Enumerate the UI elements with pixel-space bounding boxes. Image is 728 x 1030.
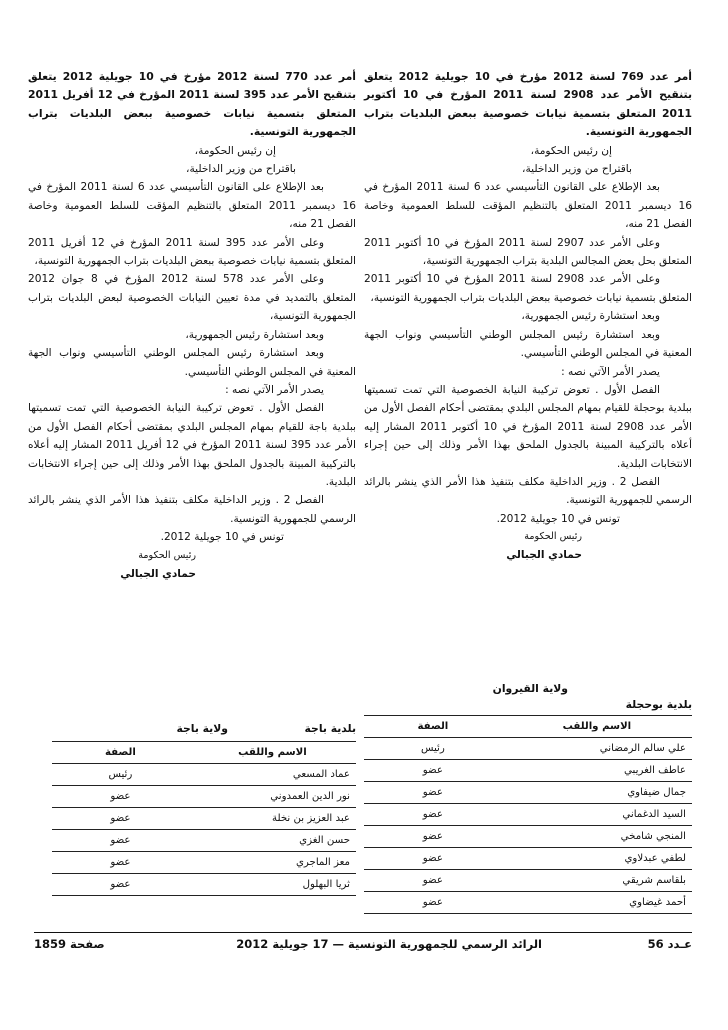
decree-769-signature-title: رئيس الحكومة [524, 531, 582, 543]
decree-769-paragraph: وبعد استشارة رئيس الجمهورية، [521, 310, 660, 323]
member-name: عماد المسعي [189, 764, 356, 786]
member-role: عضو [52, 830, 189, 852]
member-role: عضو [52, 852, 189, 874]
table-row [364, 782, 692, 804]
table-row [364, 848, 692, 870]
decree-770-paragraph: إن رئيس الحكومة، [194, 144, 276, 157]
table-header-row [52, 742, 356, 764]
table-row [52, 830, 356, 852]
member-role: رئيس [52, 764, 189, 786]
beja-municipality-title: بلدية باجة [304, 722, 356, 735]
table-row [364, 760, 692, 782]
member-name: بلقاسم شريقي [502, 870, 692, 892]
decree-769-date: تونس في 10 جويلية 2012. [496, 512, 620, 525]
table-row [52, 786, 356, 808]
decree-769-signature-name: حمادي الجبالي [506, 549, 582, 562]
decree-770-title: أمر عدد 770 لسنة 2012 مؤرخ في 10 جويلية 2012 يتعلق بتنقيح الأمر عدد 395 لسنة 2011 المؤرخ في 12 أفريل 2011 المتعلق بتسمية نيابات خصوصية ببعض البلديات بتراب الجمهورية التونسية. [28, 70, 356, 139]
decree-769-paragraph: إن رئيس الحكومة، [530, 144, 612, 157]
decree-769-paragraph: وعلى الأمر عدد 2907 لسنة 2011 المؤرخ في 10 أكتوبر 2011 المتعلق بحل بعض المجالس البلدية بتراب الجمهورية التونسية، [364, 236, 692, 268]
decree-770-article-1: الفصل الأول . تعوض تركيبة النيابة الخصوصية التي تمت تسميتها ببلدية باجة للقيام بمهام المجلس البلدي بمقتضى أحكام الفصل الأول من الأمر عدد 395 لسنة 2011 المؤرخ في 12 أفريل 2011 المشار إليه أعلاه بالتركيبة المبينة بالجدول الملحق بهذا الأمر وذلك إلى حين إجراء الانتخابات البلدية. [28, 402, 357, 488]
name-column-header: الاسم واللقب [502, 716, 692, 738]
decree-769-article-2: الفصل 2 . وزير الداخلية مكلف بتنفيذ هذا الأمر الذي ينشر بالرائد الرسمي للجمهورية التونسية. [364, 475, 692, 507]
page-number: صفحة 1859 [34, 937, 105, 951]
table-row [364, 738, 692, 760]
beja-governorate-title: ولاية باجة [176, 722, 228, 735]
journal-name-date: الرائد الرسمي للجمهورية التونسية — 17 جويلية 2012 [236, 937, 542, 951]
decree-770-article-2: الفصل 2 . وزير الداخلية مكلف بتنفيذ هذا الأمر الذي ينشر بالرائد الرسمي للجمهورية التونسية. [28, 494, 356, 525]
issue-number: عـدد 56 [647, 937, 692, 951]
table-row [52, 852, 356, 874]
decree-770-paragraph: وبعد استشارة رئيس المجلس الوطني التأسيسي ونواب الجهة المعنية في المجلس الوطني التأسيسي. [28, 347, 356, 378]
role-column-header: الصفة [52, 742, 189, 764]
member-role: عضو [52, 808, 189, 830]
decree-770-column [28, 68, 356, 583]
name-column-header: الاسم واللقب [189, 742, 356, 764]
member-name: لطفي عبدلاوي [502, 848, 692, 870]
decree-769-paragraph: وبعد استشارة رئيس المجلس الوطني التأسيسي ونواب الجهة المعنية في المجلس الوطني التأسيسي. [364, 328, 692, 360]
table-row [52, 874, 356, 896]
decree-770-date: تونس في 10 جويلية 2012. [160, 531, 284, 544]
decree-770-paragraph: وبعد استشارة رئيس الجمهورية، [185, 328, 324, 341]
table-row [364, 870, 692, 892]
member-name: نور الدين العمدوني [189, 786, 356, 808]
member-name: أحمد غيضاوي [502, 892, 692, 914]
decree-770-paragraph: وعلى الأمر عدد 395 لسنة 2011 المؤرخ في 12 أفريل 2011 المتعلق بتسمية نيابات خصوصية ببعض البلديات بتراب الجمهورية التونسية، [28, 236, 356, 268]
member-role: عضو [364, 782, 502, 804]
decree-770-paragraph: يصدر الأمر الآتي نصه : [225, 383, 324, 396]
table-row [52, 808, 356, 830]
beja-members-table [52, 741, 356, 896]
decree-770-paragraph: وعلى الأمر عدد 578 لسنة 2012 المؤرخ في 8 جوان 2012 المتعلق بالتمديد في مدة تعيين النيابات الخصوصية لبعض البلديات بتراب الجمهورية التونسية، [28, 273, 356, 323]
member-name: عبد العزيز بن نخلة [189, 808, 356, 830]
member-role: عضو [52, 786, 189, 808]
table-row [364, 804, 692, 826]
member-name: عاطف الغريبي [502, 760, 692, 782]
table-row [52, 764, 356, 786]
decree-769-paragraph: وعلى الأمر عدد 2908 لسنة 2011 المؤرخ في 10 أكتوبر 2011 المتعلق بتسمية نيابات خصوصية ببعض البلديات بتراب الجمهورية التونسية، [364, 273, 692, 304]
role-column-header: الصفة [364, 716, 502, 738]
member-role: عضو [364, 804, 502, 826]
decree-769-title: أمر عدد 769 لسنة 2012 مؤرخ في 10 جويلية 2012 يتعلق بتنقيح الأمر عدد 2908 لسنة 2011 المؤرخ في 10 أكتوبر 2011 المتعلق بتسمية نيابات خصوصية ببعض البلديات بتراب الجمهورية التونسية. [364, 70, 693, 139]
member-name: ثريا البهلول [189, 874, 356, 896]
member-name: السيد الدغماني [502, 804, 692, 826]
member-role: عضو [364, 826, 502, 848]
bouhajla-members-table [364, 715, 692, 914]
bouhajla-municipality-title: بلدية بوحجلة [625, 698, 692, 711]
table-row [364, 826, 692, 848]
decree-769-article-1: الفصل الأول . تعوض تركيبة النيابة الخصوصية التي تمت تسميتها ببلدية بوحجلة للقيام بمهام المجلس البلدي بمقتضى أحكام الفصل الأول من الأمر عدد 2908 لسنة 2011 المؤرخ في 10 أكتوبر 2011 المشار إليه أعلاه بالتركيبة المبينة بالجدول الملحق بهذا الأمر وذلك إلى حين إجراء الانتخابات البلدية. [364, 383, 693, 470]
decree-769-paragraph: يصدر الأمر الآتي نصه : [561, 365, 660, 378]
member-role: عضو [364, 870, 502, 892]
member-name: حسن الغزي [189, 830, 356, 852]
decree-769-paragraph: باقتراح من وزير الداخلية، [522, 163, 632, 176]
table-header-row [364, 716, 692, 738]
table-row [364, 892, 692, 914]
page-footer [34, 932, 692, 955]
member-role: رئيس [364, 738, 502, 760]
member-name: معز الماجري [189, 852, 356, 874]
member-role: عضو [52, 874, 189, 896]
member-role: عضو [364, 760, 502, 782]
decree-770-signature-name: حمادي الجبالي [120, 567, 196, 580]
decree-769-column [364, 68, 692, 564]
kairouan-governorate-title: ولاية القيروان [492, 682, 568, 695]
member-role: عضو [364, 892, 502, 914]
member-name: علي سالم الرمضاني [502, 738, 692, 760]
decree-770-paragraph: باقتراح من وزير الداخلية، [186, 163, 296, 176]
decree-770-signature-title: رئيس الحكومة [138, 549, 196, 561]
decree-769-paragraph: بعد الإطلاع على القانون التأسيسي عدد 6 لسنة 2011 المؤرخ في 16 ديسمبر 2011 المتعلق بالتنظيم المؤقت للسلط العمومية وخاصة الفصل 21 منه، [364, 181, 692, 231]
member-name: جمال ضيفاوي [502, 782, 692, 804]
decree-770-paragraph: بعد الإطلاع على القانون التأسيسي عدد 6 لسنة 2011 المؤرخ في 16 ديسمبر 2011 المتعلق بالتنظيم المؤقت للسلط العمومية وخاصة الفصل 21 منه، [28, 181, 356, 231]
member-name: المنجي شامخي [502, 826, 692, 848]
member-role: عضو [364, 848, 502, 870]
